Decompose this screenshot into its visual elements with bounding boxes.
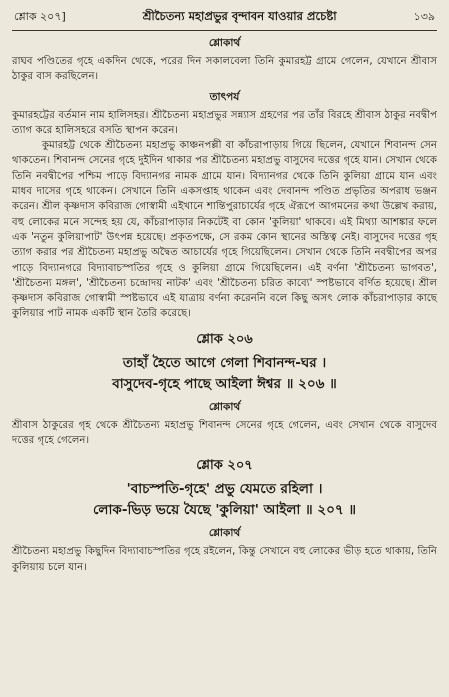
translation-text: রাঘব পণ্ডিতের গৃহে একদিন থেকে, পরের দিন সকালবেলা তিনি কুমারহট্ট গ্রামে গেলেন, যেখানে শ্রীবাস ঠাকুর বাস করছিলেন। xyxy=(12,56,437,83)
page-header xyxy=(12,6,437,31)
verse-206-line-1: তাহাঁ হৈতে আগে গেলা শিবানন্দ-ঘর । xyxy=(122,354,327,371)
verse-207-translation: শ্রীচৈতন্য মহাপ্রভু কিছুদিন বিদ্যাবাচস্পতির গৃহে রইলেন, কিন্তু সেখানে বহু লোকের ভীড় হতে থাকায়, তিনি কুলিয়ায় চলে যান। xyxy=(12,546,437,573)
header-verse-ref: শ্লোক ২০৭] xyxy=(14,10,66,23)
verse-206-label: শ্লোক ২০৬ xyxy=(196,331,253,347)
verse-207-line-2: লোক-ভিড় ভয়ে যৈছে 'কুলিয়া' আইলা ॥ ২০৭ ॥ xyxy=(92,502,357,519)
purport-paragraph-1: কুমারহট্টের বর্তমান নাম হালিসহর। শ্রীচৈতন্য মহাপ্রভুর সন্ন্যাস গ্রহণের পর তাঁর বিরহে শ্রীবাস ঠাকুর নবদ্বীপ ত্যাগ করে হালিসহরে বসতি স্থাপন করেন। xyxy=(12,109,437,136)
translation-label: শ্লোকার্থ xyxy=(208,37,241,49)
verse-207-label: শ্লোক ২০৭ xyxy=(196,458,253,474)
purport-paragraph-2: কুমারহট্ট থেকে শ্রীচৈতন্য মহাপ্রভু কাঞ্চনপল্লী বা কাঁচরাপাড়ায় গিয়ে ছিলেন, যেখানে শিবানন্দ সেন থাকতেন। শিবানন্দ সেনের গৃহে দুইদিন থাকার পর শ্রীচৈতন্য মহাপ্রভু বাসুদেব দত্তের গৃহে যান। সেখান থেকে তিনি নবদ্বীপের পশ্চিম পাড়ে বিদ্যানগর নামক গ্রামে যান। বিদ্যানগর থেকে তিনি কুলিয়া গ্রামে যান এবং মাধব দাসের গৃহে থাকেন। সেখানে তিনি একসপ্তাহ থাকেন এবং দেবানন্দ পণ্ডিত প্রভৃতির অপরাধ ভঞ্জন করেন। শ্রীল কৃষ্ণদাস কবিরাজ গোস্বামী এইখানে শান্তিপুরাচার্যের গৃহে ঐরূপে আগমনের কথা উল্লেখ করায়, বহু লোকের মনে সন্দেহ হয় যে, কাঁচরাপাড়ার নিকটেই বা কোন 'কুলিয়া' থাকবে। এই মিথ্যা আশঙ্কার ফলে এক 'নতুন কুলিয়াপাট' উৎপন্ন হয়েছে। প্রকৃতপক্ষে, সে রকম কোন স্থানের অস্তিত্ব নেই। বাসুদেব দত্তের গৃহ ত্যাগ করার পর শ্রীচৈতন্য মহাপ্রভু অদ্বৈত আচার্যের গৃহে গিয়েছিলেন। সেখান থেকে তিনি নবদ্বীপের অপর পাড়ে বিদ্যানগরে বিদ্যাবাচস্পতির গৃহে ও কুলিয়া গ্রামে গিয়েছিলেন। এই বর্ণনা 'শ্রীচৈতন্য ভাগবত', 'শ্রীচৈতন্য মঙ্গল', 'শ্রীচৈতন্য চন্দ্রোদয় নাটক' এবং 'শ্রীচৈতন্য চরিত কাব্যে' স্পষ্টভাবে বর্ণিত হয়েছে। শ্রীল কৃষ্ণদাস কবিরাজ গোস্বামী স্পষ্টভাবে এই যাত্রায় বর্ণনা করেননি বলে কিছু অসৎ লোক কাঁচরাপাড়ার কাছে কুলিয়ার পাট নামক একটি স্থান তৈরি করেছে। xyxy=(12,140,437,320)
verse-206-line-2: বাসুদেব-গৃহে পাছে আইলা ঈশ্বর ॥ ২০৬ ॥ xyxy=(112,375,337,392)
verse-206-translation: শ্রীবাস ঠাকুরের গৃহ থেকে শ্রীচৈতন্য মহাপ্রভু শিবানন্দ সেনের গৃহে গেলেন, এবং সেখান থেকে বাসুদেব দত্তের গৃহে গেলেন। xyxy=(12,419,437,447)
verse-207-translation-label: শ্লোকার্থ xyxy=(208,527,241,540)
page-number: ১৩৯ xyxy=(413,10,435,23)
header-title: শ্রীচৈতন্য মহাপ্রভুর বৃন্দাবন যাওয়ার প্রচেষ্টা xyxy=(142,9,337,23)
purport-label: তাৎপর্য xyxy=(209,90,240,103)
verse-207-line-1: 'বাচস্পতি-গৃহে' প্রভু যেমতে রহিলা । xyxy=(126,481,323,498)
verse-206-translation-label: শ্লোকার্থ xyxy=(208,400,241,413)
